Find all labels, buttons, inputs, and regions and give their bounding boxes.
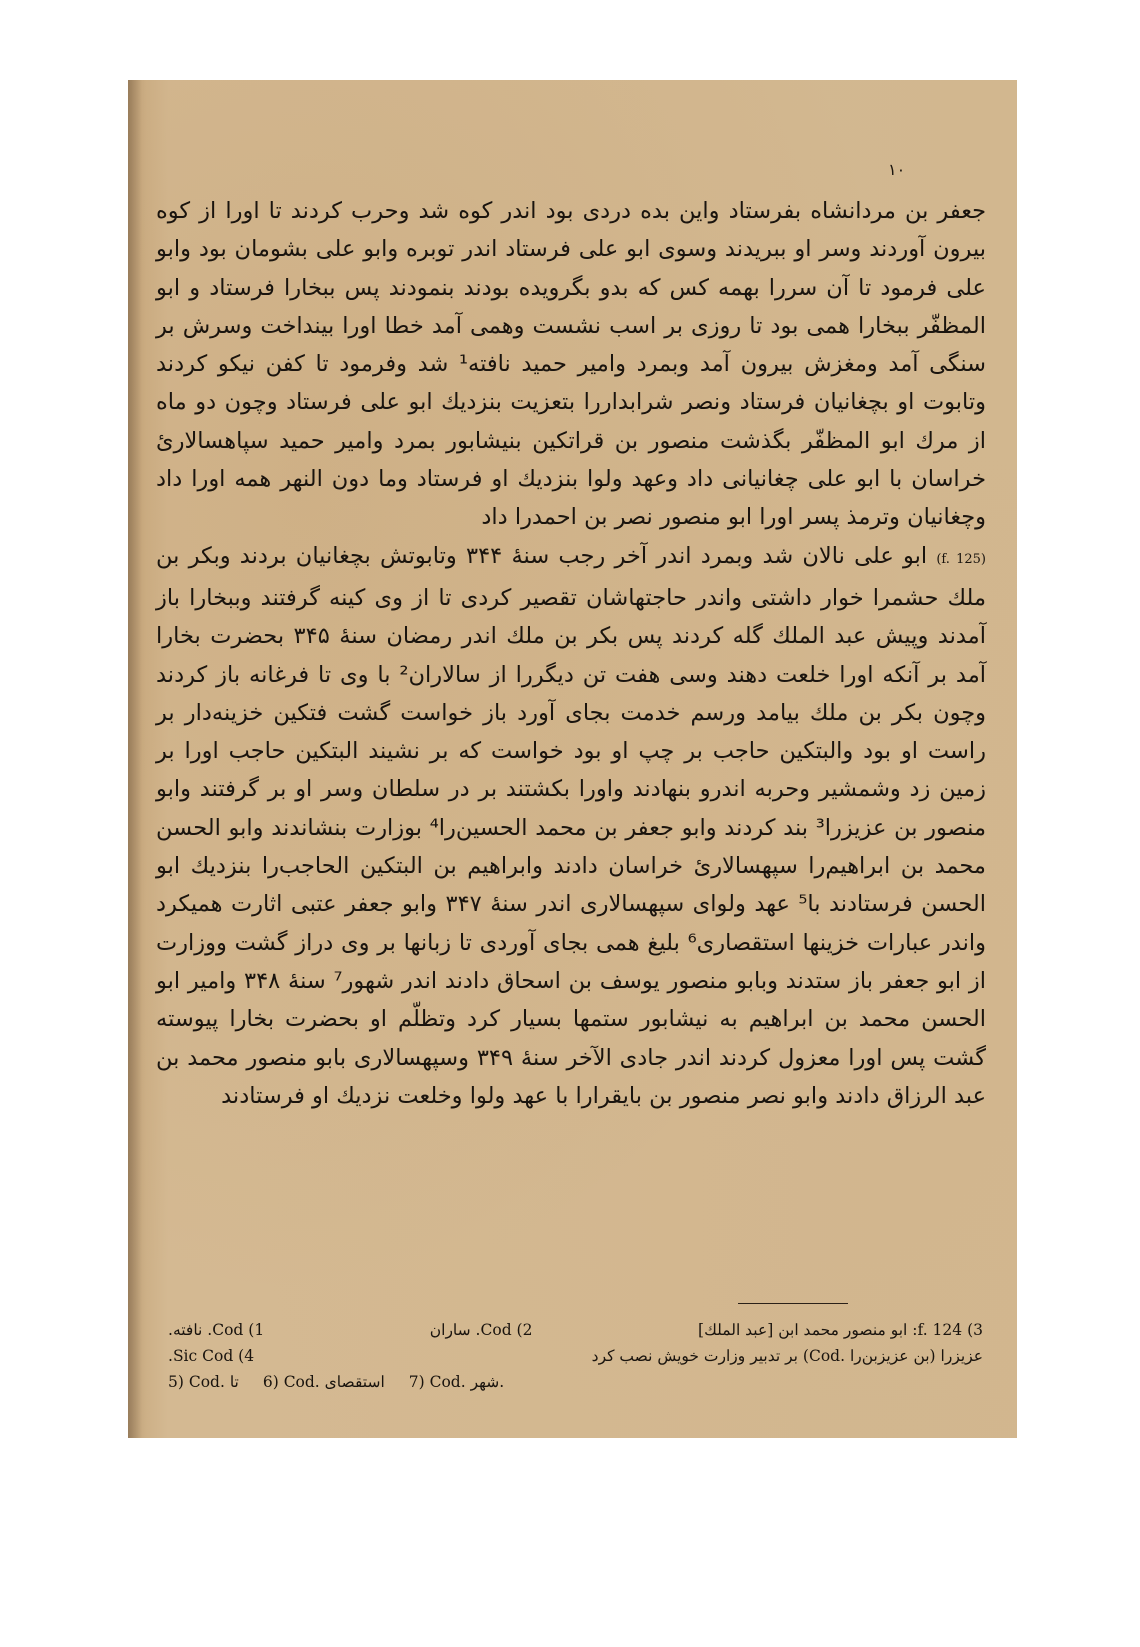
paragraph-1: جعفر بن مردانشاه بفرستاد واین بده دردی بود اندر کوه شد وحرب کردند تا اورا از کوه بیرون آوردند وسر او ببریدند وسوی ابو علی فرستاد اندر توبره وابو علی بشومان بود وابو علی فرمود تا آن سررا بهمه کس که بدو بگرویده بودند بنمودند پس ببخارا فرستاد و ابو المظفّر ببخارا همی بود تا روزی بر اسب نشست وهمی آمد خطا اورا بینداخت وسرش بر سنگی آمد ومغزش بیرون آمد وبمرد وامیر حمید نافته¹ شد وفرمود تا کفن نیکو کردند وتابوت او بچغانیان فرستاد ونصر شرابداررا بتعزیت بنزدیك ابو علی فرستاد وچون دو ماه از مرك ابو المظفّر بگذشت منصور بن قراتکین بنیشابور بمرد وامیر حمید سپاهسالاریٔ خراسان با ابو علی چغانیانی داد وعهد ولوا بنزدیك او فرستاد وما دون النهر همه اورا داد وچغانیان وترمذ پسر اورا ابو منصور نصر بن احمدرا داد bbox=[156, 198, 986, 531]
paragraph-2 bbox=[156, 537, 986, 1115]
footnote-3: 3) f. 124: ابو منصور محمد ابن [عبد الملك] bbox=[698, 1321, 983, 1339]
footnote-line-2 bbox=[168, 1343, 983, 1369]
main-text bbox=[156, 192, 986, 1115]
footnote-3-continued: عزیزرا (بن عزیزبن‌را .Cod) بر تدبیر وزارت خویش نصب کرد bbox=[591, 1347, 983, 1365]
footnote-line-1 bbox=[168, 1317, 983, 1343]
footnotes bbox=[168, 1317, 983, 1395]
footnote-1: 1) Cod. نافته. bbox=[168, 1321, 265, 1339]
footnote-2: 2) Cod. ساران bbox=[429, 1321, 533, 1339]
footnote-divider bbox=[738, 1303, 848, 1304]
footnote-6: 6) Cod. استقصای bbox=[262, 1373, 385, 1391]
folio-reference: (f. 125) bbox=[936, 551, 986, 567]
footnote-7: 7) Cod. شهر. bbox=[408, 1373, 505, 1391]
footnote-4: 4) Sic Cod. bbox=[168, 1347, 255, 1365]
scanned-book-page bbox=[128, 80, 1017, 1438]
footnote-5: 5) Cod. تا bbox=[168, 1373, 239, 1391]
paragraph-2-text: ابو علی نالان شد وبمرد اندر آخر رجب سنهٔ ۳۴۴ وتابوتش بچغانیان بردند وبکر بن ملك حشمرا خوار داشتی واندر حاجتهاشان تقصیر کردی تا از وی کینه گرفتند وببخارا باز آمدند وپیش عبد الملك گله کردند پس بکر بن ملك اندر رمضان سنهٔ ۳۴۵ بحضرت بخارا آمد بر آنکه اورا خلعت دهند وسی هفت تن دیگررا از سالاران² با وی تا فرغانه باز کردند وچون بکر بن ملك بیامد ورسم خدمت بجای آورد باز خواست گشت فتکین خزینه‌دار بر راست او بود والبتکین حاجب بر چپ او بود خواست که بر نشیند البتکین حاجب اورا بر زمین زد وشمشیر وحربه اندرو بنهادند واورا بکشتند بر در سلطان وسر او بر گرفتند وابو منصور بن عزیزرا³ بند کردند وابو جعفر بن محمد الحسین‌را⁴ بوزارت بنشاندند وابو الحسن محمد بن ابراهیم‌را سپهسالاریٔ خراسان دادند وابراهیم بن البتکین الحاجب‌را بنزدیك ابو الحسن فرستادند با⁵ عهد ولوای سپهسالاری اندر سنهٔ ۳۴۷ وابو جعفر عتبی اثارت همیکرد واندر عبارات خزینها استقصاری⁶ بلیغ همی بجای آوردی تا زبانها بر وی دراز گشت ووزارت از ابو جعفر باز ستدند وبابو منصور یوسف بن اسحاق دادند اندر شهور⁷ سنهٔ ۳۴۸ وامیر ابو الحسن محمد بن ابراهیم به نیشابور ستمها بسیار کرد وتظلّم او بحضرت بخارا پیوسته گشت پس اورا معزول کردند اندر جادی الآخر سنهٔ ۳۴۹ وسپهسالاری بابو منصور محمد بن عبد الرزاق دادند وابو نصر منصور بن بایقرارا با عهد ولوا وخلعت نزدیك او فرستادند bbox=[156, 542, 986, 1109]
footnote-line-3 bbox=[168, 1369, 983, 1395]
page-number: ١٠ bbox=[888, 160, 906, 179]
